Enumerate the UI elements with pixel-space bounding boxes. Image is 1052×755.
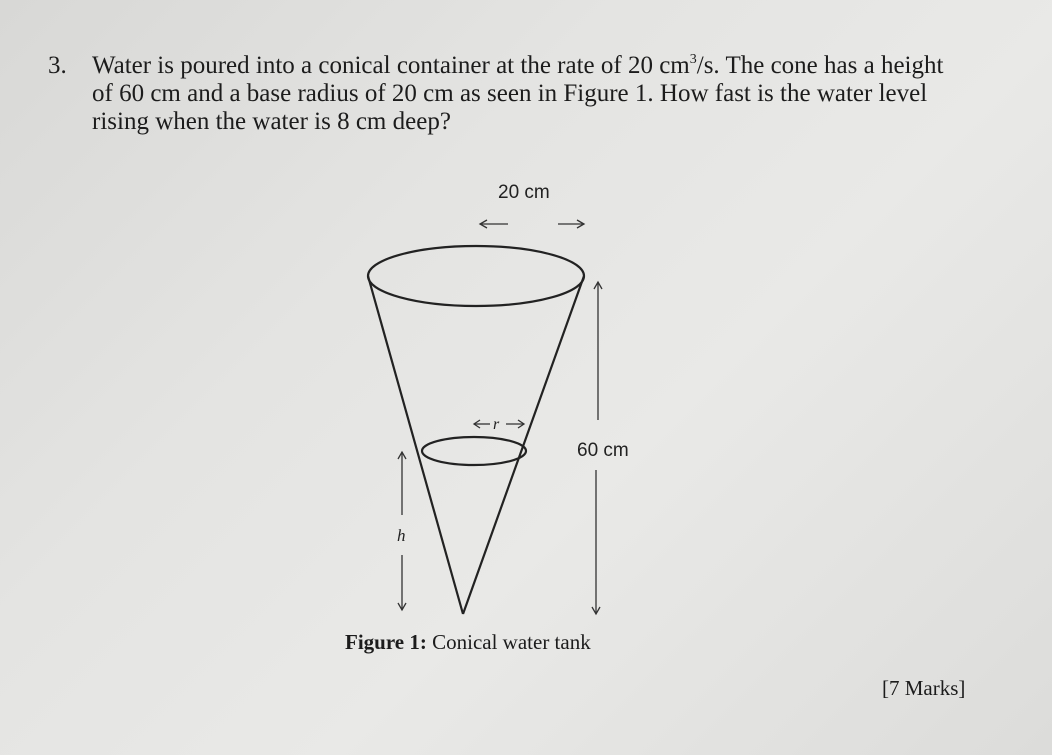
top-width-arrows [480, 220, 584, 228]
cone-right-side [463, 276, 584, 614]
question-line-1 [92, 52, 1042, 80]
top-width-label: 20 cm [498, 182, 550, 203]
cone-top-rim [368, 246, 584, 306]
question-text [92, 52, 1042, 136]
question-line-1-tail: /s. The cone has a height [696, 52, 944, 79]
question-line-3: rising when the water is 8 cm deep? [92, 108, 451, 135]
cone-outline [368, 246, 584, 614]
figure-caption-text: Conical water tank [426, 630, 591, 654]
cubed-superscript: 3 [689, 52, 697, 67]
cone-diagram [330, 170, 670, 640]
figure-caption [345, 630, 591, 655]
question-line-2: of 60 cm and a base radius of 20 cm as seen in Figure 1. How fast is the water level [92, 80, 928, 107]
question-line-1-text: Water is poured into a conical container at the rate of 20 cm [92, 52, 690, 79]
cone-left-side [368, 276, 463, 614]
radius-label: r [493, 416, 500, 433]
question-number: 3. [48, 52, 67, 79]
depth-label: h [397, 526, 406, 545]
conical-tank-figure [330, 170, 670, 640]
height-label: 60 cm [577, 440, 629, 461]
water-surface [422, 437, 526, 465]
marks-allocation: [7 Marks] [882, 676, 966, 700]
figure-caption-number: Figure 1: [345, 630, 427, 654]
